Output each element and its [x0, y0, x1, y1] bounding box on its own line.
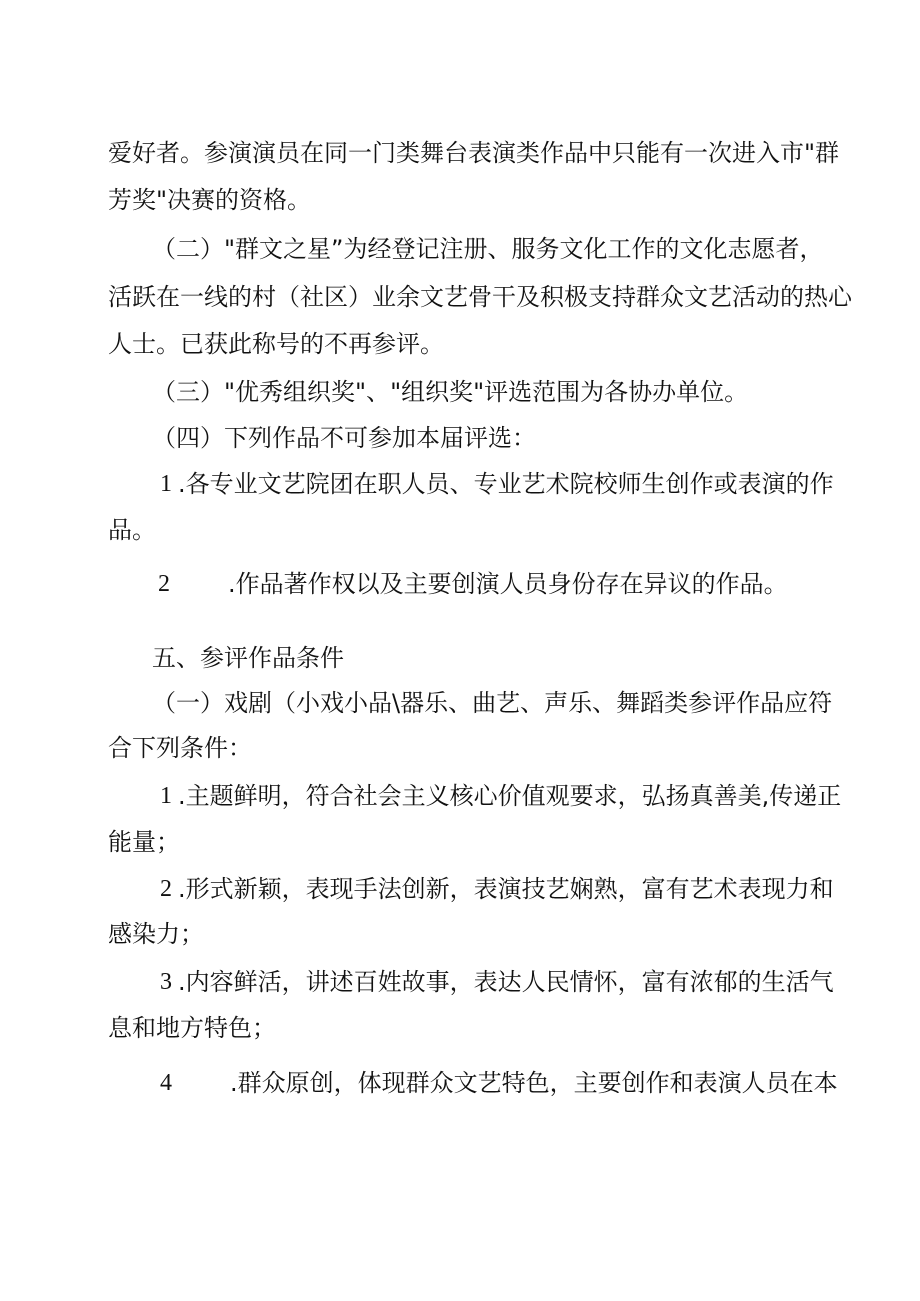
sub-item-number: 2: [158, 571, 170, 597]
condition-line: .形式新颖，表现手法创新，表演技艺娴熟，富有艺术表现力和: [178, 875, 834, 903]
item-2-line: （二）"群文之星”为经登记注册、服务文化工作的文化志愿者，: [152, 235, 824, 263]
sub-item-line: 品。: [108, 516, 156, 544]
condition-number: 1: [160, 783, 172, 809]
sub-item-line: .作品著作权以及主要创演人员身份存在异议的作品。: [228, 570, 788, 598]
sub-item-line: .各专业文艺院团在职人员、专业艺术院校师生创作或表演的作: [178, 470, 834, 498]
paragraph-line: 爱好者。参演演员在同一门类舞台表演类作品中只能有一次进入市"群: [108, 139, 840, 167]
item-2-line: 活跃在一线的村（社区）业余文艺骨干及积极支持群众文艺活动的热心: [108, 283, 852, 311]
condition-line: 能量；: [108, 828, 180, 856]
condition-line: .主题鲜明，符合社会主义核心价值观要求，弘扬真善美,传递正: [178, 782, 842, 810]
condition-line: 感染力；: [108, 920, 204, 948]
item-4-line: （四）下列作品不可参加本届评选：: [152, 424, 536, 452]
condition-line: 息和地方特色；: [108, 1014, 276, 1042]
condition-number: 3: [160, 969, 172, 995]
section-item-line: 合下列条件：: [108, 734, 252, 762]
condition-line: .内容鲜活，讲述百姓故事，表达人民情怀，富有浓郁的生活气: [178, 968, 834, 996]
sub-item-number: 1: [160, 471, 172, 497]
condition-number: 4: [160, 1070, 172, 1096]
condition-number: 2: [160, 876, 172, 902]
section-heading: 五、参评作品条件: [152, 644, 344, 672]
item-2-line: 人士。已获此称号的不再参评。: [108, 330, 444, 358]
section-item-line: （一）戏剧（小戏小品\器乐、曲艺、声乐、舞蹈类参评作品应符: [152, 689, 833, 717]
item-3-line: （三）"优秀组织奖"、"组织奖"评选范围为各协办单位。: [152, 378, 749, 406]
paragraph-line: 芳奖"决赛的资格。: [108, 186, 312, 214]
condition-line: .群众原创，体现群众文艺特色，主要创作和表演人员在本: [230, 1069, 838, 1097]
